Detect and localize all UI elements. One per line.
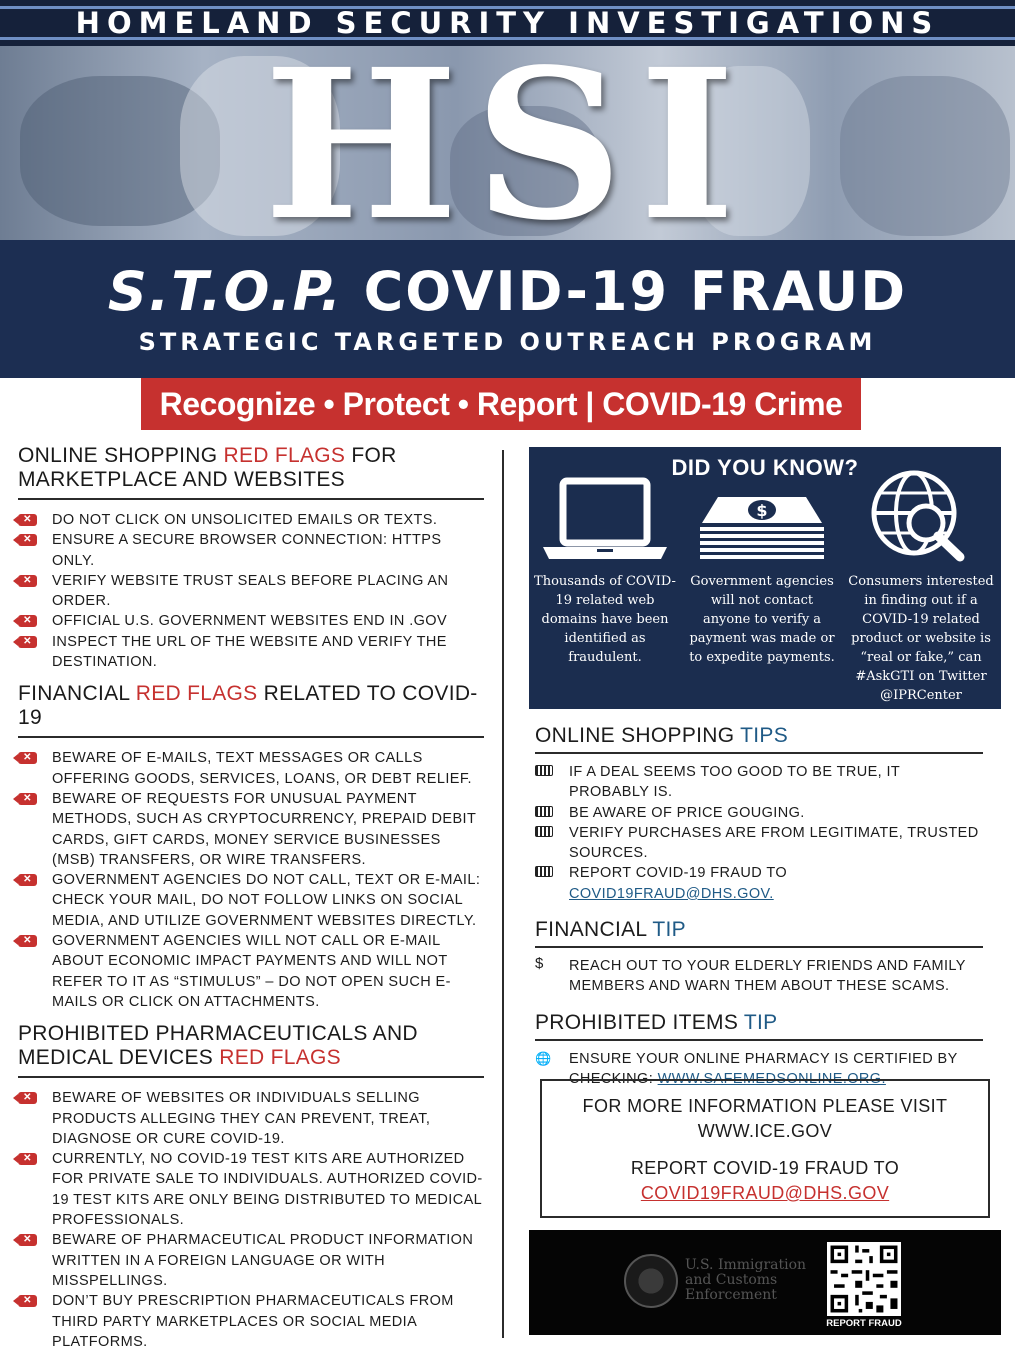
section-rule [535, 752, 983, 754]
list-item [535, 803, 983, 823]
list-item [18, 530, 484, 571]
x-bullet-icon: ✕ [18, 636, 37, 648]
money-stack-icon [694, 489, 830, 569]
section-rule [18, 498, 484, 500]
section-rule [535, 1039, 983, 1041]
heading-red-text: RED FLAGS [219, 1046, 341, 1070]
financial-red-flag-list [18, 748, 484, 1012]
item-text: BEWARE OF WEBSITES OR INDIVIDUALS SELLING PRODUCTS ALLEGING THEY CAN PREVENT, TREAT, DIAGNOSE OR CURE COVID-19. [52, 1090, 431, 1147]
heading-red-text: RED FLAGS [135, 682, 258, 706]
section-heading-financial-red-flags [18, 682, 484, 730]
item-text: CURRENTLY, NO COVID-19 TEST KITS ARE AUTHORIZED FOR PRIVATE SALE TO INDIVIDUALS. AUTHORIZED COVID-19 TEST KITS ARE ONLY BEING DISTRIBUTED TO MEDICAL PROFESSIONALS. [52, 1151, 483, 1229]
heading-text: FOR MARKETPLACE AND WEBSITES [18, 444, 397, 491]
x-bullet-icon: ✕ [18, 935, 37, 947]
qr-label: REPORT FRAUD [826, 1318, 902, 1329]
x-bullet-icon: ✕ [18, 514, 37, 526]
fact-no-contact: Government agencies will not contact anyone to verify a payment was made or to expedite payments. [689, 574, 835, 665]
safemeds-link[interactable]: WWW.SAFEMEDSONLINE.ORG. [657, 1070, 886, 1087]
heading-text: PROHIBITED ITEMS [535, 1010, 744, 1034]
globe-search-icon [864, 467, 974, 563]
heading-blue-text: TIPS [740, 724, 789, 747]
x-bullet-icon: ✕ [18, 752, 37, 764]
x-bullet-icon: ✕ [18, 793, 37, 805]
item-text: GOVERNMENT AGENCIES WILL NOT CALL OR E-MAIL ABOUT ECONOMIC IMPACT PAYMENTS AND WILL NOT REFER TO IT AS “STIMULUS” – DO NOT OPEN SUCH E-MAILS OR CLICK ON ATTACHMENTS. [52, 933, 451, 1010]
list-item [18, 870, 484, 931]
list-item [18, 571, 484, 612]
ice-website-text: WWW.ICE.GOV [697, 1121, 833, 1141]
svg-text:$: $ [756, 501, 768, 520]
more-info-box [540, 1079, 990, 1218]
item-text: REPORT COVID-19 FRAUD TO [569, 865, 788, 882]
x-bullet-icon: ✕ [18, 534, 37, 546]
item-text: BEWARE OF PHARMACEUTICAL PRODUCT INFORMATION WRITTEN IN A FOREIGN LANGUAGE OR WITH MISSPELLINGS. [52, 1232, 474, 1289]
item-text: GOVERNMENT AGENCIES DO NOT CALL, TEXT OR E-MAIL: CHECK YOUR MAIL, DO NOT FOLLOW LINKS ON SOCIAL MEDIA, AND UTILIZE GOVERNMENT WEBSITES DIRECTLY. [52, 872, 481, 929]
shopping-tips-list [535, 762, 983, 904]
x-bullet-icon: ✕ [18, 575, 37, 587]
main-title-rest: COVID-19 FRAUD [363, 260, 908, 323]
dhs-seal-icon [624, 1254, 678, 1308]
section-rule [18, 1076, 484, 1078]
item-text: BE AWARE OF PRICE GOUGING. [569, 804, 805, 821]
report-email-link[interactable]: COVID19FRAUD@DHS.GOV [640, 1183, 890, 1203]
list-item [535, 762, 983, 803]
item-text: VERIFY WEBSITE TRUST SEALS BEFORE PLACING AN ORDER. [52, 572, 449, 610]
agency-line: U.S. Immigration [685, 1257, 807, 1273]
heading-text: PROHIBITED PHARMACEUTICALS AND MEDICAL DEVICES [18, 1022, 418, 1070]
item-text: DO NOT CLICK ON UNSOLICITED EMAILS OR TEXTS. [52, 512, 438, 528]
hsi-letters: HSI [263, 46, 752, 240]
section-heading-shopping-tips [535, 724, 983, 748]
online-red-flag-list [18, 510, 484, 672]
keyboard-icon [535, 806, 553, 820]
list-item [18, 1149, 484, 1230]
pharma-red-flag-list [18, 1088, 484, 1347]
item-text: DON’T BUY PRESCRIPTION PHARMACEUTICALS FROM THIRD PARTY MARKETPLACES OR SOCIAL MEDIA PLATFORMS. [52, 1293, 454, 1347]
list-item [535, 956, 983, 997]
did-you-know-title: DID YOU KNOW? [671, 455, 859, 480]
did-you-know-panel [529, 447, 1001, 709]
heading-text: ONLINE SHOPPING [18, 444, 224, 467]
list-item [535, 863, 983, 904]
list-item [18, 931, 484, 1012]
section-heading-prohibited-tip [535, 1011, 983, 1035]
agency-line: and Customs [685, 1272, 778, 1288]
section-heading-online-red-flags [18, 444, 484, 492]
stop-acronym: S.T.O.P. [107, 260, 343, 323]
x-bullet-icon: ✕ [18, 874, 37, 886]
item-text: ENSURE A SECURE BROWSER CONNECTION: HTTPS ONLY. [52, 532, 442, 569]
qr-code-icon[interactable] [827, 1242, 901, 1316]
left-column [18, 444, 484, 1347]
keyboard-icon [535, 826, 553, 840]
heading-text: FINANCIAL [18, 682, 136, 706]
heading-text: ONLINE SHOPPING [535, 724, 741, 747]
item-text: ENSURE YOUR ONLINE PHARMACY IS CERTIFIED BY CHECKING: [569, 1050, 958, 1087]
main-title [0, 260, 1015, 323]
footer-bar [529, 1230, 1001, 1335]
item-text: OFFICIAL U.S. GOVERNMENT WEBSITES END IN .GOV [52, 613, 448, 630]
section-heading-pharma-red-flags [18, 1022, 484, 1070]
x-bullet-icon: ✕ [18, 1153, 37, 1165]
item-text: VERIFY PURCHASES ARE FROM LEGITIMATE, TRUSTED SOURCES. [569, 824, 979, 862]
hero-photo-collage [0, 46, 1015, 240]
item-text: REACH OUT TO YOUR ELDERLY FRIENDS AND FAMILY MEMBERS AND WARN THEM ABOUT THESE SCAMS. [569, 958, 966, 995]
agency-title: HOMELAND SECURITY INVESTIGATIONS [75, 6, 940, 40]
agency-line: Enforcement [685, 1287, 777, 1303]
report-fraud-text: REPORT COVID-19 FRAUD TO [630, 1158, 900, 1178]
financial-tip-list [535, 956, 983, 997]
more-info-text: FOR MORE INFORMATION PLEASE VISIT [582, 1096, 948, 1116]
heading-blue-text: TIP [652, 918, 686, 942]
x-bullet-icon: ✕ [18, 1092, 37, 1104]
item-text: BEWARE OF E-MAILS, TEXT MESSAGES OR CALLS OFFERING GOODS, SERVICES, LOANS, OR DEBT RELIEF. [52, 750, 472, 787]
fact-ask-gti: Consumers interested in finding out if a COVID-19 related product or website is “real or fake,” can #AskGTI on Twitter @IPRCenter [848, 574, 994, 703]
list-item [18, 748, 484, 789]
right-column [535, 724, 983, 1103]
agency-name [685, 1258, 806, 1303]
item-text: IF A DEAL SEEMS TOO GOOD TO BE TRUE, IT PROBABLY IS. [569, 764, 900, 801]
list-item [18, 1291, 484, 1347]
section-heading-financial-tip [535, 918, 983, 942]
program-subtitle: STRATEGIC TARGETED OUTREACH PROGRAM [138, 328, 877, 356]
heading-red-text: RED FLAGS [223, 444, 346, 467]
x-bullet-icon: ✕ [18, 615, 37, 627]
list-item [18, 1088, 484, 1149]
keyboard-icon [535, 866, 553, 880]
keyboard-icon [535, 765, 553, 779]
fact-fraud-domains: Thousands of COVID-19 related web domains have been identified as fraudulent. [534, 574, 676, 665]
dollar-icon: $ [535, 955, 544, 973]
report-email-link[interactable]: COVID19FRAUD@DHS.GOV. [569, 885, 774, 902]
section-rule [535, 946, 983, 948]
list-item [18, 789, 484, 870]
item-text: INSPECT THE URL OF THE WEBSITE AND VERIFY THE DESTINATION. [52, 633, 447, 671]
x-bullet-icon: ✕ [18, 1234, 37, 1246]
heading-text: RELATED TO COVID-19 [18, 682, 478, 730]
title-banner [0, 240, 1015, 378]
list-item [18, 1230, 484, 1291]
tagline-bar: Recognize • Protect • Report | COVID-19 Crime [141, 378, 861, 430]
x-bullet-icon: ✕ [18, 1295, 37, 1307]
globe-icon: 🌐 [535, 1050, 552, 1066]
item-text: BEWARE OF REQUESTS FOR UNUSUAL PAYMENT METHODS, SUCH AS CRYPTOCURRENCY, PREPAID DEBIT CARDS, GIFT CARDS, MONEY SERVICE BUSINESSES (MSB) TRANSFERS, OR WIRE TRANSFERS. [52, 790, 476, 868]
list-item [18, 510, 484, 530]
list-item [18, 611, 484, 631]
heading-blue-text: TIP [743, 1010, 778, 1034]
section-rule [18, 736, 484, 738]
list-item [18, 632, 484, 673]
column-divider [502, 450, 504, 1338]
laptop-icon [539, 467, 671, 563]
heading-text: FINANCIAL [535, 918, 653, 942]
list-item [535, 823, 983, 864]
